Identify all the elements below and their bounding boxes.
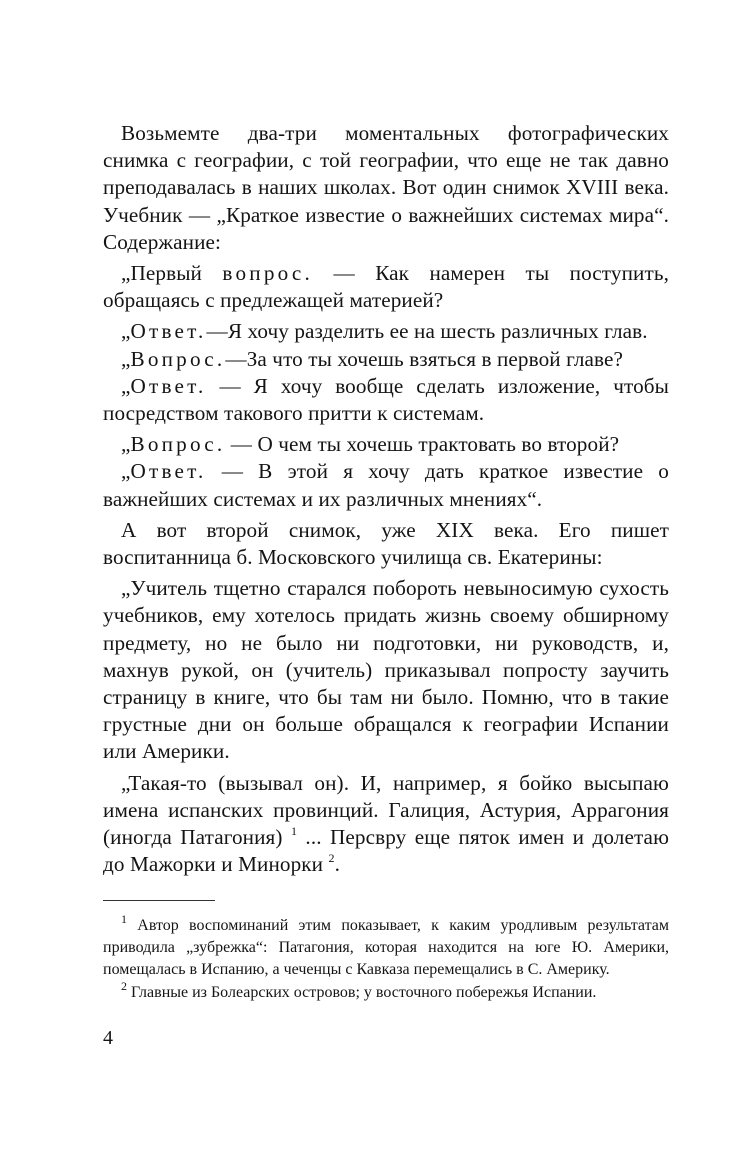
footnote-divider bbox=[103, 900, 215, 901]
dialogue-label: Ответ. bbox=[130, 459, 207, 484]
paragraph-second-snapshot: А вот второй снимок, уже XIX века. Его пишет воспитанница б. Московского училища св. Екатерины: bbox=[103, 517, 669, 570]
footnote-text: Главные из Болеарских островов; у восточного побережья Испании. bbox=[131, 984, 597, 1002]
dialogue-label: Ответ. bbox=[130, 319, 207, 344]
page-body bbox=[103, 120, 669, 1004]
main-text bbox=[103, 120, 669, 878]
recitation-text: . bbox=[334, 852, 341, 877]
footnote-text: Автор воспоминаний этим показывает, к каким уродливым результатам приводила „зубрежка“: Патагония, которая находится на юге Ю. Америки, помещалась в Испанию, а чеченцы с Кавказа перемещались в С. Америку. bbox=[103, 917, 670, 979]
paragraph-intro: Возьмемте два-три моментальных фотографических снимка с географии, с той географии, что еще не так давно преподавалась в наших школах. Вот один снимок XVIII века. Учебник — „Краткое известие о важнейших системах мира“. Содержание: bbox=[103, 121, 669, 254]
dialogue-answer-3 bbox=[103, 458, 669, 512]
dialogue-question-2 bbox=[103, 346, 669, 373]
dialogue-label: вопрос. bbox=[222, 261, 314, 286]
dialogue-question-1 bbox=[103, 260, 669, 314]
footnote-ref: 2 bbox=[328, 851, 335, 866]
footnote-1 bbox=[103, 912, 670, 981]
dialogue-text: — Я хочу вообще сделать изложение, чтобы посредством такового притти к системам. bbox=[103, 373, 669, 426]
dialogue-text: — Как намерен ты поступить, обращаясь с предлежащей материей? bbox=[103, 261, 669, 313]
dialogue-text: — В этой я хочу дать краткое известие о важнейших системах и их различных мнениях“. bbox=[103, 459, 669, 511]
dialogue-lead: „Первый bbox=[121, 261, 223, 286]
recitation-text: „Такая-то (вызывал он). И, например, я бойко высыпаю имена испанских провинций. Галиция, Астурия, Аррагония (иногда Патагония) bbox=[103, 770, 669, 850]
dialogue-lead: „ bbox=[121, 319, 131, 344]
page-number: 4 bbox=[103, 1027, 113, 1049]
footnote-marker: 2 bbox=[121, 979, 127, 994]
dialogue-lead: „ bbox=[121, 373, 131, 398]
dialogue-text: —Я хочу разделить ее на шесть различных глав. bbox=[206, 319, 648, 344]
dialogue-answer-2 bbox=[103, 373, 669, 427]
dialogue-label: Вопрос. bbox=[130, 432, 226, 457]
footnote-2 bbox=[103, 979, 669, 1004]
dialogue-label: Ответ. bbox=[130, 373, 207, 398]
dialogue-answer-1 bbox=[103, 318, 669, 345]
dialogue-lead: „ bbox=[121, 459, 131, 484]
dialogue-question-3 bbox=[103, 431, 669, 458]
recitation-text: ... Персвру еще пяток имен и долетаю до Мажорки и Минорки bbox=[103, 825, 669, 877]
dialogue-text: —За что ты хочешь взяться в первой главе? bbox=[225, 346, 623, 371]
footnotes bbox=[103, 912, 670, 1004]
dialogue-text: — О чем ты хочешь трактовать во второй? bbox=[225, 432, 620, 457]
dialogue-label: Вопрос. bbox=[130, 346, 226, 371]
dialogue-lead: „ bbox=[121, 432, 131, 457]
paragraph-teacher: „Учитель тщетно старался побороть невыносимую сухость учебников, ему хотелось придать жизнь своему обширному предмету, но не было ни подготовки, ни руководств, и, махнув рукой, он (учитель) приказывал попросту заучить страницу в книге, что бы там ни было. Помню, что в такие грустные дни он больше обращался к географии Испании или Америки. bbox=[103, 576, 669, 764]
dialogue-lead: „ bbox=[121, 346, 131, 371]
footnote-ref: 1 bbox=[290, 824, 298, 839]
paragraph-recitation bbox=[103, 770, 669, 879]
footnote-marker: 1 bbox=[121, 912, 127, 927]
